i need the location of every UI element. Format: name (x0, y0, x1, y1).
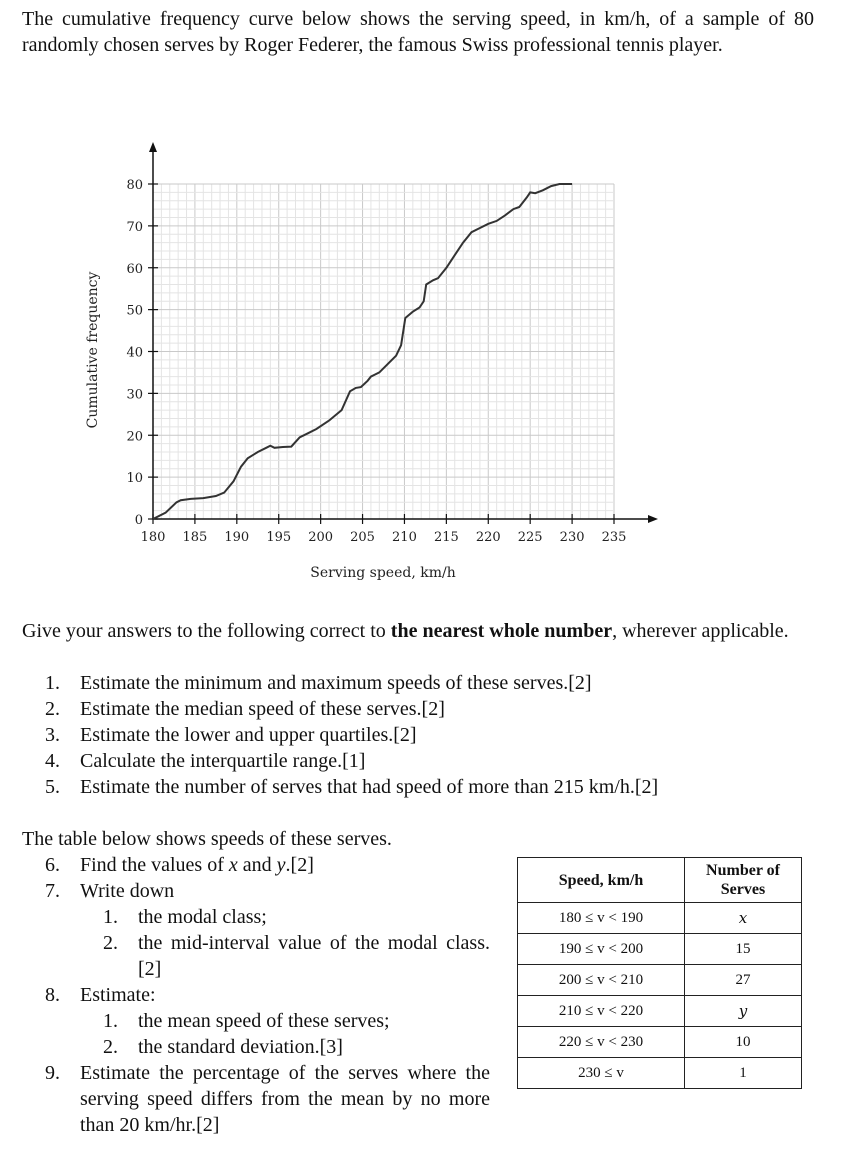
question-8-2: 2. the standard deviation.[3] (103, 1036, 343, 1058)
y-axis-arrow (149, 142, 157, 152)
x-tick-label: 225 (517, 530, 543, 545)
question-7-1: 1. the modal class; (103, 906, 267, 928)
x-tick-label: 200 (308, 530, 334, 545)
table-cell-speed: 220 ≤ v < 230 (518, 1027, 685, 1058)
y-tick-label: 80 (126, 178, 143, 193)
x-tick-label: 185 (182, 530, 208, 545)
question-5: 5. Estimate the number of serves that had speed of more than 215 km/h.[2] (45, 776, 659, 798)
y-axis-label: Cumulative frequency (85, 271, 101, 429)
question-list-2 (22, 852, 490, 1138)
x-tick-label: 195 (266, 530, 292, 545)
question-3: 3. Estimate the lower and upper quartiles.[2] (45, 724, 417, 746)
question-6: 6. Find the values of x and y.[2] (45, 854, 314, 876)
y-tick-label: 40 (126, 345, 143, 361)
table-cell-count: y (685, 996, 802, 1027)
speed-frequency-table (517, 857, 802, 1089)
table-cell-count: 27 (685, 965, 802, 996)
x-tick-label: 210 (392, 530, 417, 545)
table-cell-speed: 190 ≤ v < 200 (518, 934, 685, 965)
x-tick-label: 205 (350, 530, 375, 545)
chart-grid (153, 184, 614, 519)
x-axis-arrow (648, 515, 658, 523)
table-cell-speed: 210 ≤ v < 220 (518, 996, 685, 1027)
x-tick-label: 235 (601, 530, 627, 545)
y-tick-label: 50 (126, 303, 143, 319)
table-cell-count: 1 (685, 1058, 802, 1089)
table-row (518, 903, 802, 934)
question-list (22, 670, 802, 800)
x-axis-label: Serving speed, km/h (310, 565, 456, 581)
y-tick-label: 60 (126, 261, 143, 277)
table-row (518, 1027, 802, 1058)
table-cell-count: 15 (685, 934, 802, 965)
table-row (518, 934, 802, 965)
x-tick-label: 215 (433, 530, 459, 545)
question-9: 9. Estimate the percentage of the serves where the serving speed differs from the mean by no more than 20 km/hr.[2] (45, 1062, 490, 1136)
y-tick-label: 0 (134, 513, 143, 528)
table-cell-count: x (685, 903, 802, 934)
table-cell-count: 10 (685, 1027, 802, 1058)
table-row (518, 996, 802, 1027)
intro-text: The cumulative frequency curve below shows the serving speed, in km/h, of a sample of 80 randomly chosen serves by Roger Federer, the famous Swiss professional tennis player. (22, 8, 814, 56)
instruction-bold: the nearest whole number (390, 620, 613, 642)
table-header-speed: Speed, km/h (518, 858, 685, 903)
x-tick-label: 190 (224, 530, 250, 545)
table-cell-speed: 180 ≤ v < 190 (518, 903, 685, 934)
question-1: 1. Estimate the minimum and maximum speeds of these serves.[2] (45, 672, 592, 694)
x-tick-label: 220 (475, 530, 501, 545)
y-tick-label: 20 (126, 429, 143, 445)
table-cell-speed: 230 ≤ v (518, 1058, 685, 1089)
question-8-1: 1. the mean speed of these serves; (103, 1010, 390, 1032)
question-8: 8. Estimate: 1. the mean speed of these serves; 2. the standard deviation.[3] (22, 982, 490, 1060)
table-cell-speed: 200 ≤ v < 210 (518, 965, 685, 996)
table-row (518, 1058, 802, 1089)
table-header-number: Number of Serves (685, 858, 802, 903)
table-row (518, 965, 802, 996)
y-tick-label: 70 (126, 219, 143, 235)
x-tick-label: 180 (140, 530, 166, 545)
question-7-2: 2. the mid-interval value of the modal class.[2] (103, 932, 490, 980)
question-4: 4. Calculate the interquartile range.[1] (45, 750, 366, 772)
instruction-text: Give your answers to the following correct to the nearest whole number, wherever applicable. (22, 620, 789, 642)
y-tick-label: 30 (126, 387, 143, 403)
chart-ticks (126, 178, 626, 545)
x-tick-label: 230 (559, 530, 585, 545)
question-2: 2. Estimate the median speed of these serves.[2] (45, 698, 445, 720)
y-tick-label: 10 (126, 471, 143, 487)
table-intro-text: The table below shows speeds of these serves. (22, 828, 392, 850)
question-7: 7. Write down 1. the modal class; 2. the mid-interval value of the modal class.[2] (45, 880, 490, 980)
